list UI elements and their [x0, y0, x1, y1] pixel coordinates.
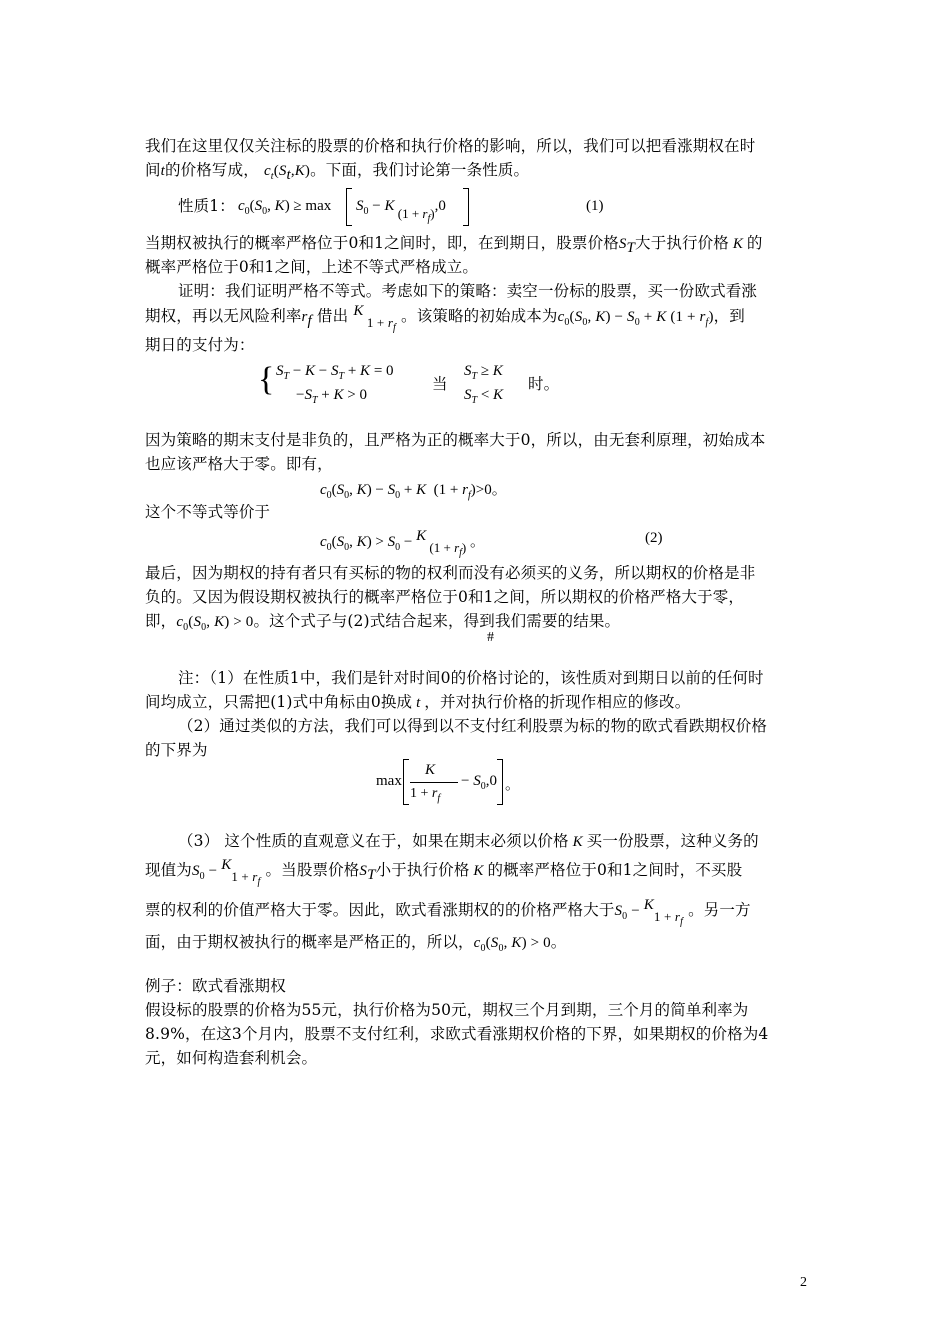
fraction-line	[410, 782, 458, 783]
equation-number: (2)	[645, 530, 663, 546]
end-of-proof-mark: #	[487, 630, 494, 645]
text-line: 我们在这里仅仅关注标的股票的价格和执行价格的影响，所以，我们可以把看涨期权在时	[145, 137, 756, 155]
text-span: 间	[145, 161, 161, 179]
bracket-right	[463, 188, 469, 226]
equation-1: $c_0(S_0$, K) ≥ max	[238, 198, 332, 217]
math-symbol: t	[160, 163, 165, 179]
frac-rest: − $S_0,0$	[461, 773, 497, 792]
text-line: 面，由于期权被执行的概率是严格正的，所以，$c_0(S_0$, K) > 0。	[145, 933, 567, 954]
case-line-1: $S_T - K - S_T + K = 0$	[276, 363, 394, 382]
text-line: 因为策略的期末支付是非负的，且严格为正的概率大于0，所以，由无套利原理，初始成本	[145, 431, 766, 449]
text-line: 8.9%，在这3个月内，股票不支付红利，求欧式看涨期权价格的下界，如果期权的价格为4	[145, 1025, 769, 1043]
text-line: 的下界为	[145, 741, 208, 759]
text-line: 概率严格位于0和1之间，上述不等式严格成立。	[145, 258, 479, 276]
equation-1-body: $S_0 - K$ $(1 + r_f),0$	[356, 198, 446, 225]
property-label: 性质1：	[178, 197, 235, 215]
text-line: （2）通过类似的方法，我们可以得到以不支付红利股票为标的物的欧式看跌期权价格	[178, 717, 768, 735]
text-line: 证明：我们证明严格不等式。考虑如下的策略：卖空一份标的股票，买一份欧式看涨	[178, 282, 758, 300]
text-line: 间均成立，只需把(1)式中角标由0换成 t ，并对执行价格的折现作相应的修改。	[145, 693, 691, 711]
equation-number: (1)	[586, 198, 604, 214]
text-line: 期权，再以无风险利率$r_f$ 借出 K $_{1 + r_f}$ 。该策略的初始成本为$c_0(S_0$, $K) - S_0 + K$ $(1 + r_f)$，到	[145, 303, 745, 334]
period: 。	[505, 777, 521, 793]
brace: {	[258, 361, 275, 398]
text-line: 注：（1）在性质1中，我们是针对时间0的价格讨论的，该性质对到期日以前的任何时	[178, 669, 764, 687]
text-line: 现值为$S_0 - K1 + r_f$ 。当股票价格$S_T$小于执行价格 K 的概率严格位于0和1之间时，不买股	[145, 857, 743, 888]
text-line: 元，如何构造套利机会。	[145, 1049, 318, 1067]
inequality: $c_0(S_0$, $K) - S_0 + K$ $(1 + r_f)>0$。	[320, 482, 507, 501]
put-lower-bound: max	[376, 773, 402, 789]
text-span: 时。	[528, 375, 560, 393]
text-line: 间t的价格写成， $c_t(S_t,K)$。下面，我们讨论第一条性质。	[145, 161, 530, 184]
condition-1: $S_T \ge K$	[464, 363, 503, 382]
case-line-2: $-S_T + K > 0$	[296, 387, 367, 406]
text-line: 假设标的股票的价格为55元，执行价格为50元，期权三个月到期，三个月的简单利率为	[145, 1001, 749, 1019]
text-span: 。下面，我们讨论第一条性质。	[310, 161, 530, 179]
frac-denominator: $1 + r_f$	[410, 786, 441, 804]
text-line: 当期权被执行的概率严格位于0和1之间时，即，在到期日，股票价格$S_T$大于执行价格 K 的	[145, 234, 763, 257]
text-span: 当	[432, 375, 448, 393]
bracket-left	[403, 759, 409, 805]
condition-2: $S_T < K$	[464, 387, 504, 406]
bracket-right	[497, 759, 503, 805]
text-line: 最后，因为期权的持有者只有买标的物的权利而没有必须买的义务，所以期权的价格是非	[145, 564, 756, 582]
bracket-left	[346, 188, 352, 226]
text-line: 这个不等式等价于	[145, 503, 271, 521]
text-line: 即，$c_0(S_0$, K) > 0。这个式子与(2)式结合起来，得到我们需要的结果。	[145, 612, 621, 633]
text-line: （3） 这个性质的直观意义在于，如果在期末必须以价格 K 买一份股票，这种义务的	[178, 832, 759, 850]
equation-2: $c_0(S_0$, $K) > S_0 - K$ $(1 + r_f)$ 。	[320, 528, 486, 559]
example-title: 例子：欧式看涨期权	[145, 977, 286, 995]
text-line: 也应该严格大于零。即有，	[145, 455, 333, 473]
page-number: 2	[800, 1275, 807, 1290]
frac-numerator: K	[425, 762, 436, 778]
text-span: 的价格写成，	[164, 161, 259, 179]
math-expr: $c_t$	[263, 163, 274, 182]
text-line: 期日的支付为：	[145, 336, 255, 354]
text-line: 票的权利的价值严格大于零。因此，欧式看涨期权的的价格严格大于$S_0 - K1 + r_f$ 。另一方	[145, 897, 751, 928]
text-line: 负的。又因为假设期权被执行的概率严格位于0和1之间，所以期权的价格严格大于零，	[145, 588, 745, 606]
